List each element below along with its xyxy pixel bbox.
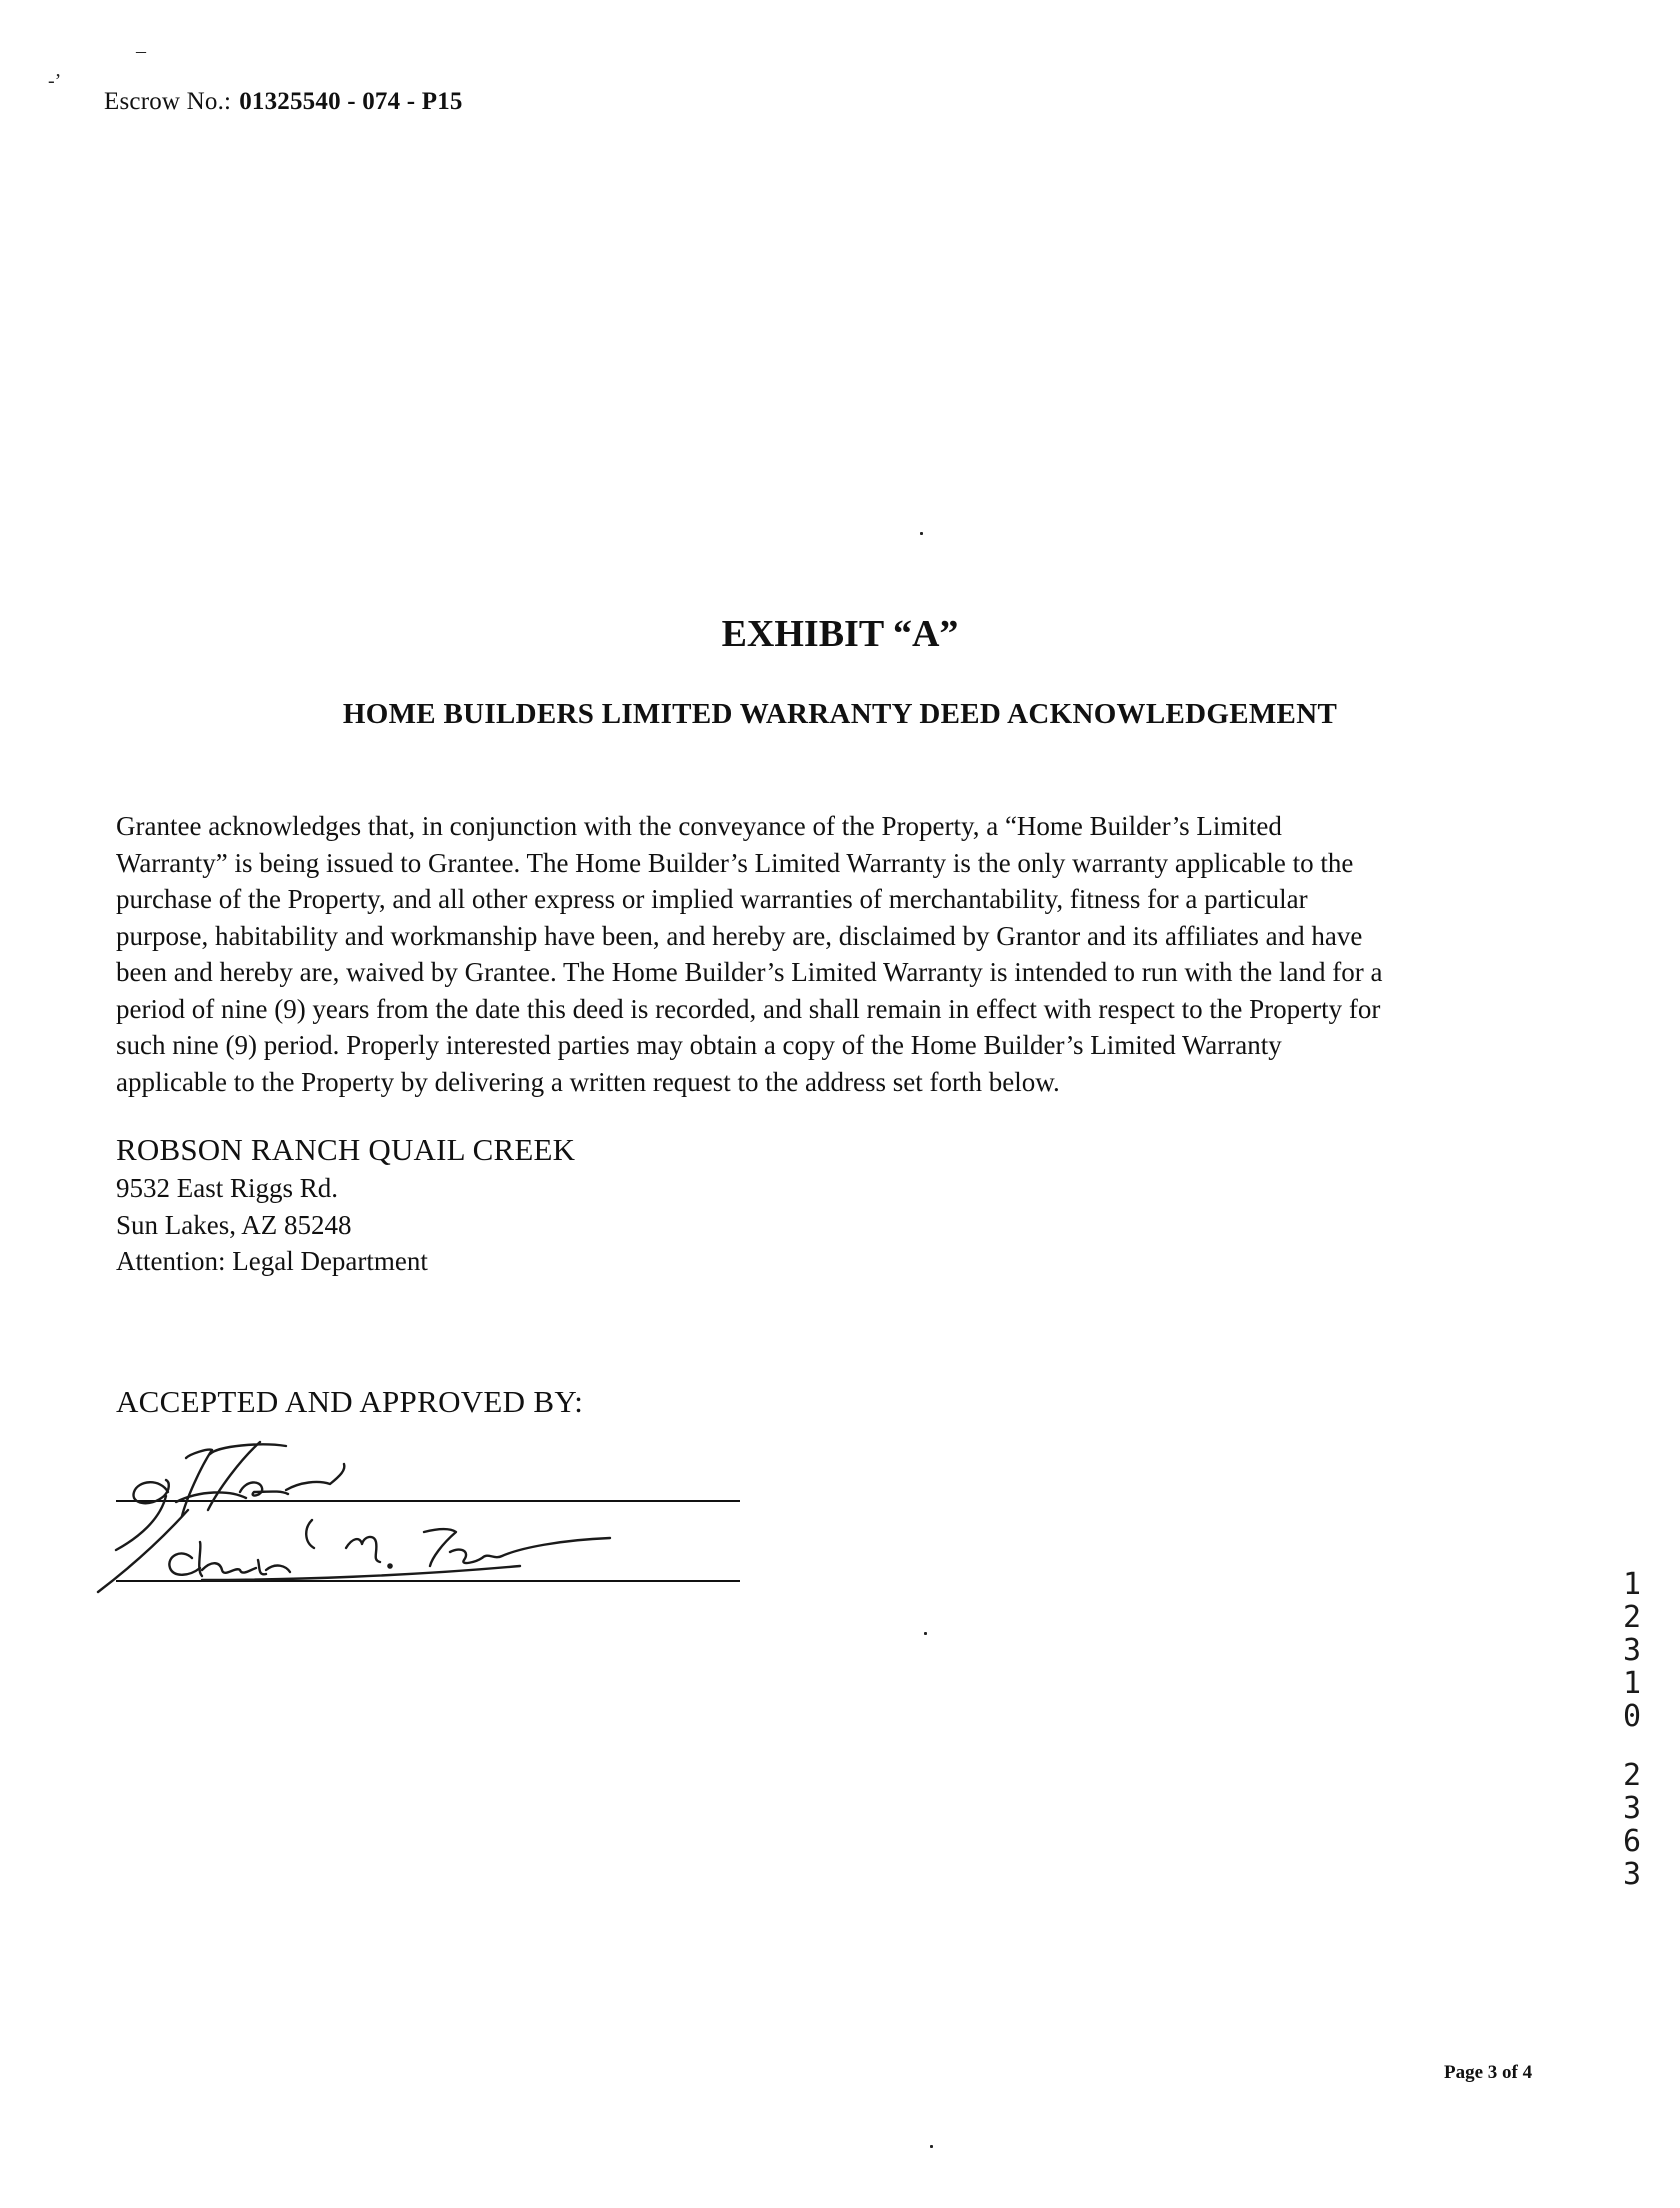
handwritten-signatures: [90, 1420, 710, 1600]
scan-speck: [924, 1632, 927, 1635]
paragraph-line: Warranty” is being issued to Grantee. The Home Builder’s Limited Warranty is the only warranty applicable to the: [116, 847, 1354, 878]
paragraph-line: such nine (9) period. Properly interested parties may obtain a copy of the Home Builder’s Limited Warranty: [116, 1030, 1282, 1060]
stamp-digit: 2: [1622, 1600, 1642, 1635]
accepted-approved-label: ACCEPTED AND APPROVED BY:: [116, 1384, 584, 1419]
paragraph-line: been and hereby are, waived by Grantee. The Home Builder’s Limited Warranty is intended to run with the land for a: [116, 957, 1383, 987]
company-name: ROBSON RANCH QUAIL CREEK: [116, 1132, 576, 1167]
stamp-digit: 1: [1622, 1567, 1642, 1602]
escrow-label: Escrow No.:: [104, 88, 232, 115]
stamp-digit: 6: [1622, 1824, 1642, 1859]
side-recording-stamp: [1612, 1568, 1652, 1891]
escrow-number-line: [104, 88, 463, 116]
address-attention: Attention: Legal Department: [116, 1246, 428, 1276]
stamp-digit: 1: [1622, 1666, 1642, 1701]
address-block: [116, 1130, 575, 1280]
acknowledgement-title: HOME BUILDERS LIMITED WARRANTY DEED ACKNOWLEDGEMENT: [342, 698, 1338, 730]
scan-speck: [920, 532, 923, 535]
paragraph-line: purpose, habitability and workmanship have been, and hereby are, disclaimed by Grantor and its affiliates and have: [116, 920, 1363, 951]
stamp-gap: [1612, 1733, 1652, 1759]
address-street: 9532 East Riggs Rd.: [116, 1173, 339, 1203]
page-number: Page 3 of 4: [1444, 2062, 1533, 2083]
paragraph-line: Grantee acknowledges that, in conjunction with the conveyance of the Property, a “Home Builder’s Limited: [116, 811, 1282, 841]
stamp-digit: 0: [1622, 1699, 1642, 1734]
scan-speck: ‐’: [48, 70, 62, 92]
paragraph-line: purchase of the Property, and all other express or implied warranties of merchantability, fitness for a particular: [116, 884, 1308, 914]
scan-speck: [930, 2145, 933, 2148]
stamp-digit: 3: [1622, 1791, 1642, 1826]
stamp-digit: 2: [1622, 1758, 1642, 1793]
address-city: Sun Lakes, AZ 85248: [116, 1209, 352, 1240]
paragraph-line: applicable to the Property by delivering a written request to the address set forth below.: [116, 1066, 1060, 1097]
exhibit-title: EXHIBIT “A”: [721, 613, 959, 655]
acknowledgement-paragraph: [116, 808, 1566, 1100]
stamp-digit: 3: [1622, 1633, 1642, 1668]
escrow-number: 01325540 - 074 - P15: [239, 88, 463, 115]
scan-speck: ‒: [136, 40, 146, 62]
paragraph-line: period of nine (9) years from the date this deed is recorded, and shall remain in effect with respect to the Property for: [116, 993, 1381, 1024]
stamp-digit: 3: [1622, 1857, 1642, 1892]
